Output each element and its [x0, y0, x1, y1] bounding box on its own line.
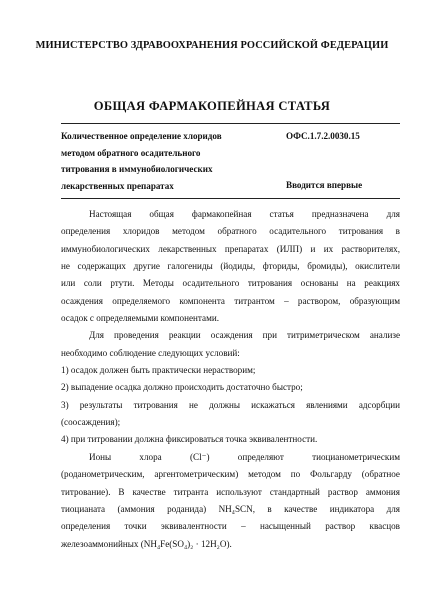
article-title — [61, 128, 271, 194]
paragraph-line: иммунобиологических лекарственных препаратах (ИЛП) и их растворителях, — [61, 243, 400, 254]
paragraph-line: или соли ртути. Методы осадительного титрования основаны на реакциях — [61, 278, 400, 289]
paragraph-line: не содержащих другие галогениды (йодиды, фториды, бромиды), окислители — [61, 261, 400, 272]
paragraph-line: определения точки эквивалентности – насыщенный раствор квасцов — [61, 521, 400, 532]
introduction-status: Вводится впервые — [286, 180, 363, 190]
header-rule-top — [61, 123, 400, 124]
condition-item: 2) выпадение осадка должно происходить достаточно быстро; — [61, 382, 303, 393]
paragraph-line: железоаммонийных (NH₄Fe(SO₄)₂ · 12H₂O). — [61, 538, 232, 549]
paragraph-line: определения хлоридов методом обратного осадительного титрования в — [61, 226, 400, 237]
paragraph-line: Для проведения реакции осаждения при титриметрическом анализе — [89, 330, 400, 341]
paragraph-line: осадок с определяемыми компонентами. — [61, 313, 220, 324]
ministry-heading: МИНИСТЕРСТВО ЗДРАВООХРАНЕНИЯ РОССИЙСКОЙ ФЕДЕРАЦИИ — [35, 40, 389, 51]
article-title-line: титрования в иммунобиологических — [61, 164, 213, 174]
condition-item: 1) осадок должен быть практически нерастворим; — [61, 365, 256, 376]
document-type-title: ОБЩАЯ ФАРМАКОПЕЙНАЯ СТАТЬЯ — [93, 99, 331, 113]
article-code: ОФС.1.7.2.0030.15 — [286, 131, 360, 141]
article-title-line: лекарственных препаратах — [61, 180, 174, 191]
condition-item: 3) результаты титрования не должны искажаться явлениями адсорбции — [61, 399, 400, 410]
paragraph-line: титрование). В качестве титранта используют стандартный раствор аммония — [61, 486, 400, 497]
paragraph-line: осаждения определяемого компонента титрантом – раствором, образующим — [61, 295, 400, 306]
paragraph-line: тиоцианата (аммония роданида) NH₄SCN, в качестве индикатора для — [61, 503, 400, 514]
paragraph-line: необходимо соблюдение следующих условий: — [61, 347, 240, 358]
paragraph-line: (роданометрическим, аргентометрическим) методом по Фольгарду (обратное — [61, 469, 400, 480]
condition-item: 4) при титровании должна фиксироваться точка эквивалентности. — [61, 434, 318, 445]
body-text — [61, 206, 400, 553]
paragraph-line: Ионы хлора (Cl⁻) определяют тиоцианометрическим — [89, 451, 400, 462]
condition-item: (соосаждения); — [61, 417, 121, 428]
paragraph-line: Настоящая общая фармакопейная статья предназначена для — [89, 209, 400, 219]
article-title-line: методом обратного осадительного — [61, 147, 201, 158]
header-rule-bottom — [61, 198, 400, 199]
article-title-line: Количественное определение хлоридов — [61, 131, 222, 141]
